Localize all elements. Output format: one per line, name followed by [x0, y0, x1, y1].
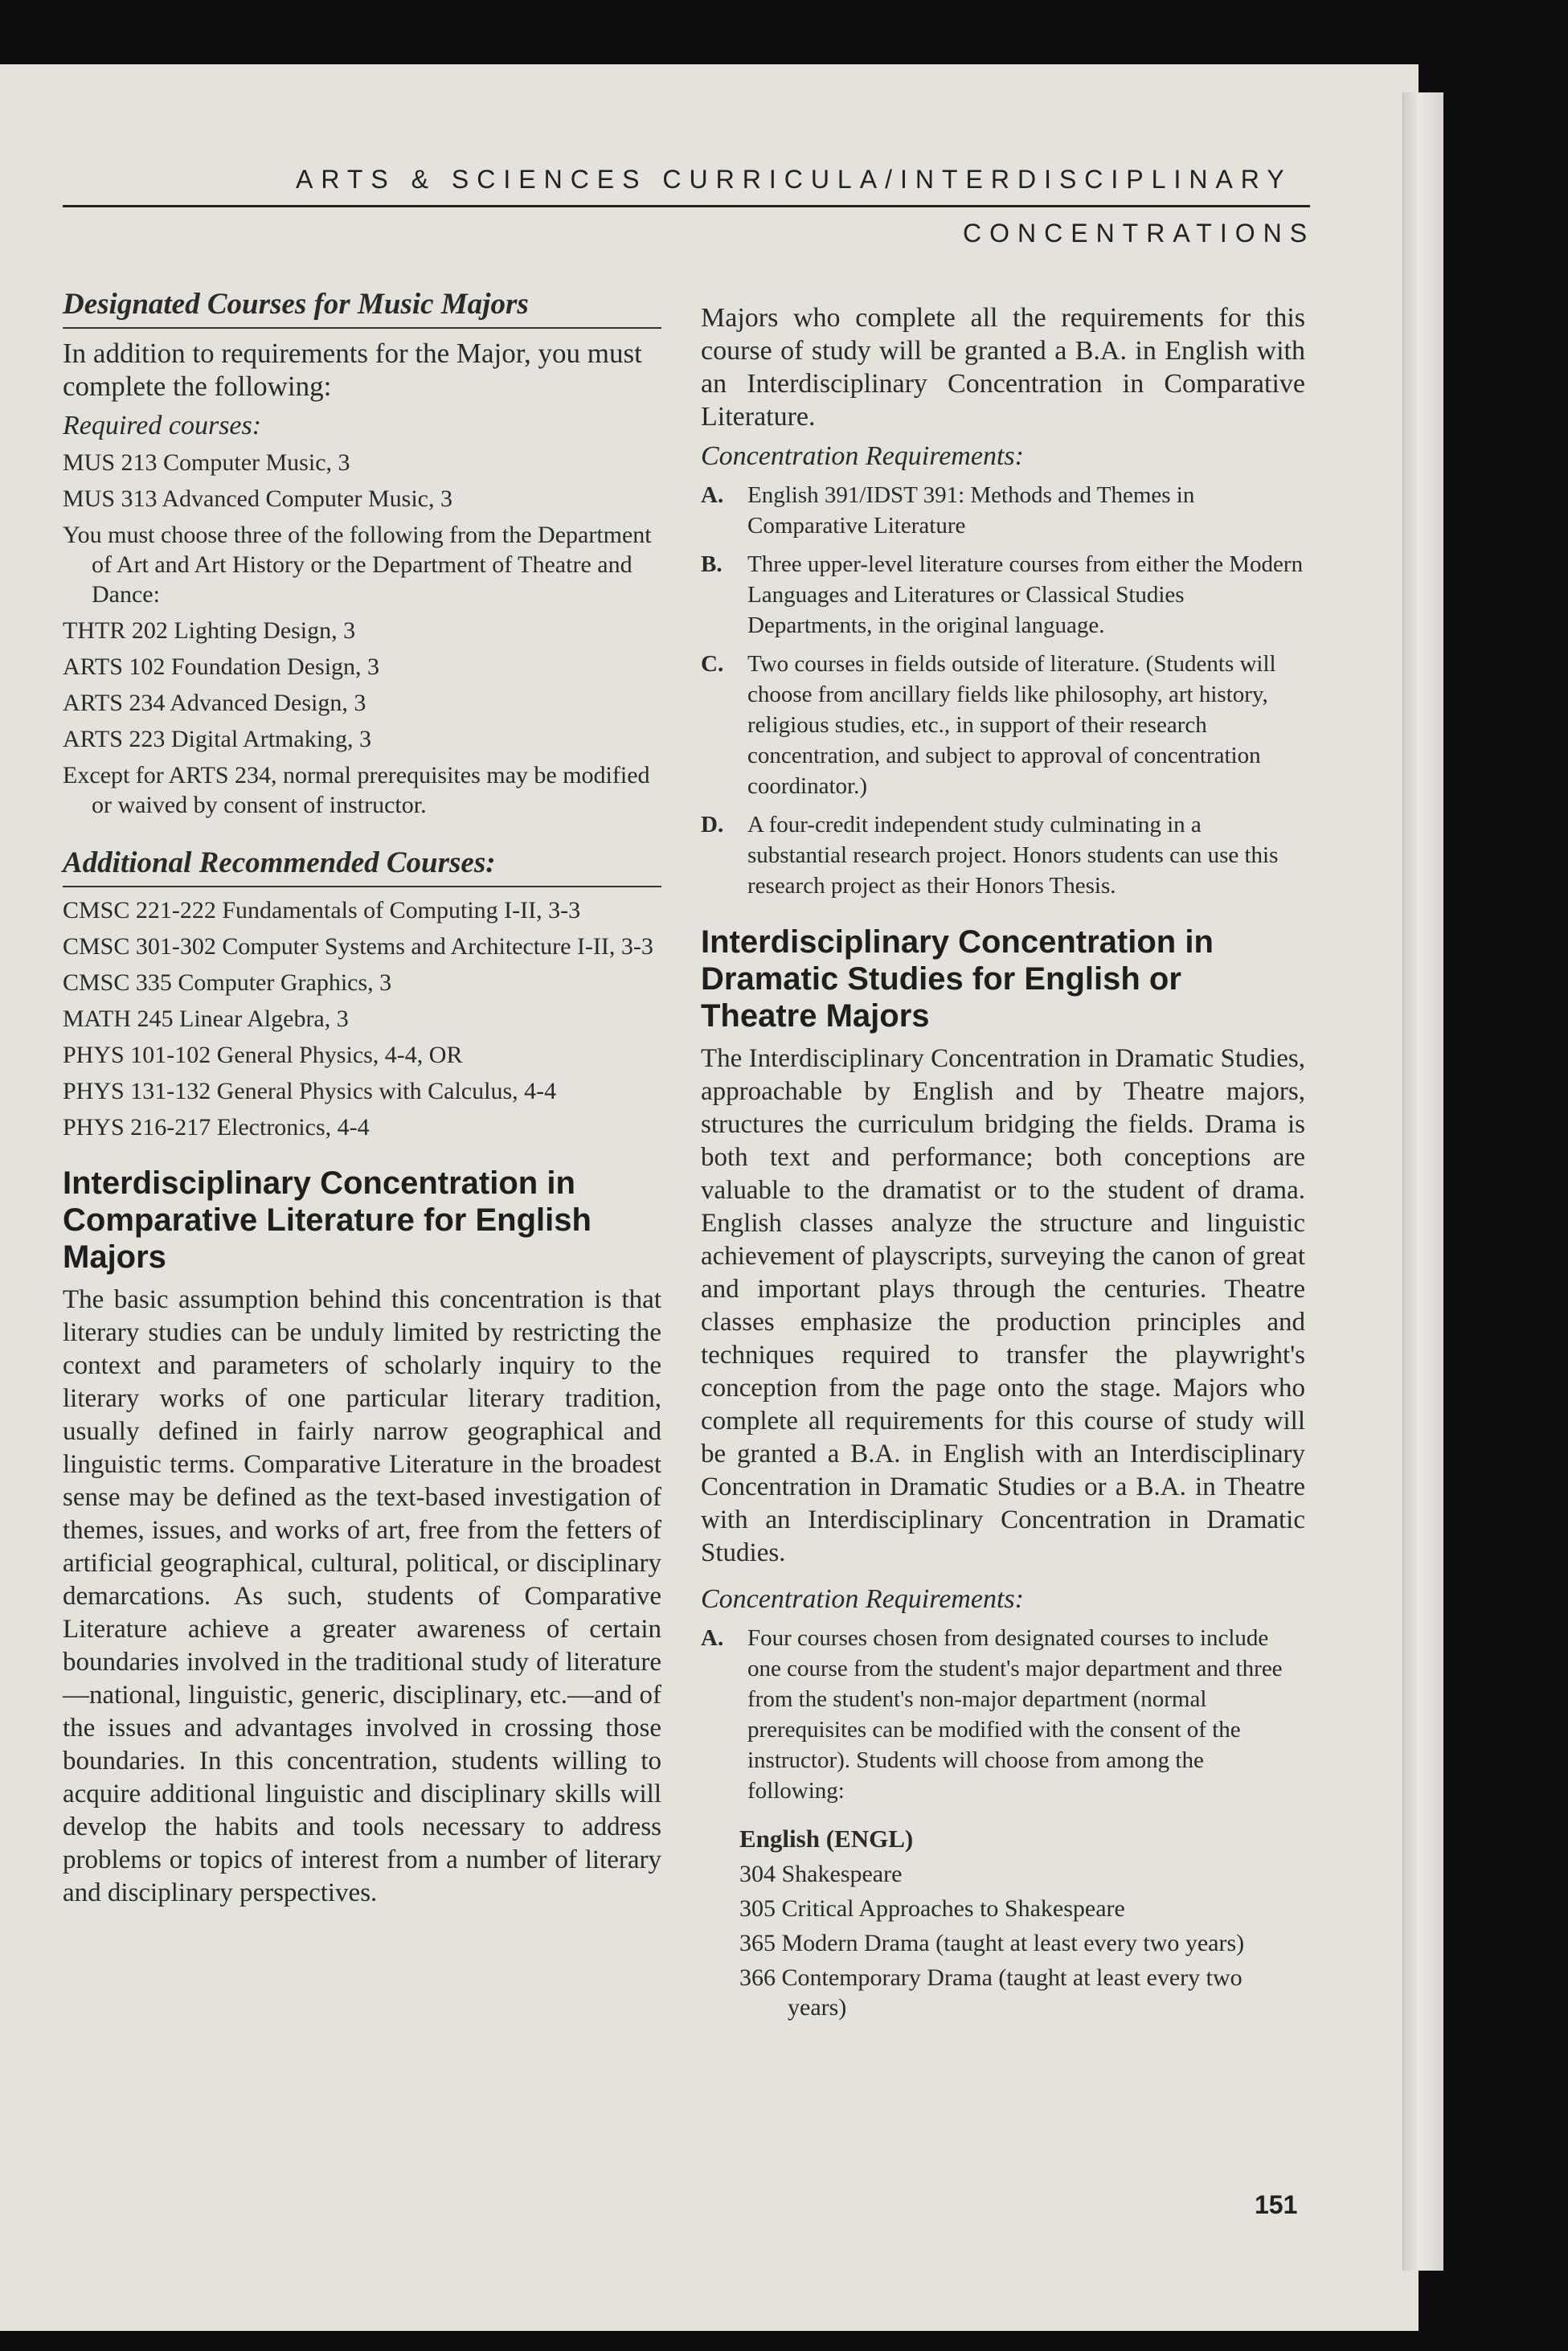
music-heading: Designated Courses for Music Majors: [63, 285, 661, 329]
course-note: Except for ARTS 234, normal prerequisites may be modified or waived by consent of instructor.: [63, 762, 650, 818]
course-note: You must choose three of the following from the Department of Art and Art History or the Department of Theatre and Dance:: [63, 522, 652, 608]
course-line: MATH 245 Linear Algebra, 3: [63, 1006, 349, 1032]
additional-heading: Additional Recommended Courses:: [63, 844, 661, 887]
course-line: 305 Critical Approaches to Shakespeare: [739, 1895, 1125, 1922]
concentration-requirements-label-2: Concentration Requirements:: [701, 1584, 1024, 1614]
course-line: MUS 313 Advanced Computer Music, 3: [63, 485, 452, 512]
course-line: PHYS 131-132 General Physics with Calculus, 4-4: [63, 1078, 557, 1104]
page-edges: [1402, 92, 1443, 2271]
concentration-requirements-label: Concentration Requirements:: [701, 441, 1024, 471]
course-line: ARTS 234 Advanced Design, 3: [63, 690, 366, 716]
drama-body: The Interdisciplinary Concentration in Dramatic Studies, approachable by English and by Theatre majors, structures the curriculum bridging the fields. Drama is both text and performance; both conceptions are valuable to the dramatist or to the student of drama. English classes analyze the structure and linguistic achievement of playscripts, surveying the canon of great and important plays through the centuries. Theatre classes emphasize the production principles and techniques required to transfer the playwright's conception from the page onto the stage. Majors who complete all requirements for this course of study will be granted a B.A. in English with an Interdisciplinary Concentration in Dramatic Studies or a B.A. in Theatre with an Interdisciplinary Concentration in Dramatic Studies.: [701, 1044, 1305, 1567]
header-rule: [63, 205, 1310, 207]
running-header-line1: ARTS & SCIENCES CURRICULA/INTERDISCIPLINARY: [296, 165, 1292, 194]
complit-heading: Interdisciplinary Concentration in Comparative Literature for English Majors: [63, 1165, 592, 1275]
page-number: 151: [1255, 2190, 1298, 2219]
requirement-item: C. Two courses in fields outside of literature. (Students will choose from ancillary fields like philosophy, art history, religious studies, etc., in support of their research concentration, and subject to approval of concentration coordinator.): [701, 651, 1276, 799]
required-label: Required courses:: [63, 411, 262, 440]
complit-body: The basic assumption behind this concentration is that literary studies can be unduly limited by restricting the context and parameters of scholarly inquiry to the literary works of one particular literary tradition, usually defined in fairly narrow geographical and linguistic terms. Comparative Literature in the broadest sense may be defined as the text-based investigation of themes, issues, and works of art, free from the fetters of artificial geographical, cultural, political, or disciplinary demarcations. As such, students of Comparative Literature achieve a greater awareness of certain boundaries involved in the traditional study of literature—national, linguistic, generic, disciplinary, etc.—and of the issues and advantages involved in crossing those boundaries. In this concentration, students willing to acquire additional linguistic and disciplinary skills will develop the habits and tools necessary to address problems or topics of interest from a number of literary and disciplinary perspectives.: [63, 1285, 661, 1907]
drama-heading: Interdisciplinary Concentration in Dramatic Studies for English or Theatre Majors: [701, 924, 1214, 1034]
course-line: THTR 202 Lighting Design, 3: [63, 617, 356, 644]
requirement-item: A. Four courses chosen from designated courses to include one course from the student's major department and three from the student's non-major department (normal prerequisites can be modified with the consent of the instructor). Students will choose from among the following:: [701, 1625, 1283, 1804]
course-line: CMSC 301-302 Computer Systems and Architecture I-II, 3-3: [63, 933, 653, 960]
course-line: ARTS 223 Digital Artmaking, 3: [63, 726, 372, 752]
course-line: 365 Modern Drama (taught at least every two years): [739, 1930, 1245, 1956]
course-line: ARTS 102 Foundation Design, 3: [63, 653, 380, 680]
course-line: PHYS 216-217 Electronics, 4-4: [63, 1114, 370, 1141]
requirement-item: D. A four-credit independent study culminating in a substantial research project. Honors students can use this research project as their Honors Thesis.: [701, 812, 1279, 899]
complit-continued: Majors who complete all the requirements for this course of study will be granted a B.A. in English with an Interdisciplinary Concentration in Comparative Literature.: [701, 303, 1305, 432]
right-column: [701, 301, 1305, 2022]
course-line: PHYS 101-102 General Physics, 4-4, OR: [63, 1042, 463, 1068]
music-intro: In addition to requirements for the Major, you must complete the following:: [63, 338, 642, 402]
course-line: 304 Shakespeare: [739, 1861, 903, 1887]
requirement-item: A. English 391/IDST 391: Methods and Themes in Comparative Literature: [701, 482, 1195, 539]
course-line: MUS 213 Computer Music, 3: [63, 449, 350, 476]
requirement-item: B. Three upper-level literature courses from either the Modern Languages and Literatures or Classical Studies Departments, in the original language.: [701, 551, 1304, 638]
course-line: CMSC 335 Computer Graphics, 3: [63, 969, 392, 996]
running-header-line2: CONCENTRATIONS: [963, 219, 1316, 248]
course-line: CMSC 221-222 Fundamentals of Computing I-II, 3-3: [63, 897, 581, 924]
left-column: [63, 285, 661, 1910]
english-subheading: English (ENGL): [739, 1825, 914, 1853]
course-line: 366 Contemporary Drama (taught at least every two years): [739, 1964, 1243, 2021]
